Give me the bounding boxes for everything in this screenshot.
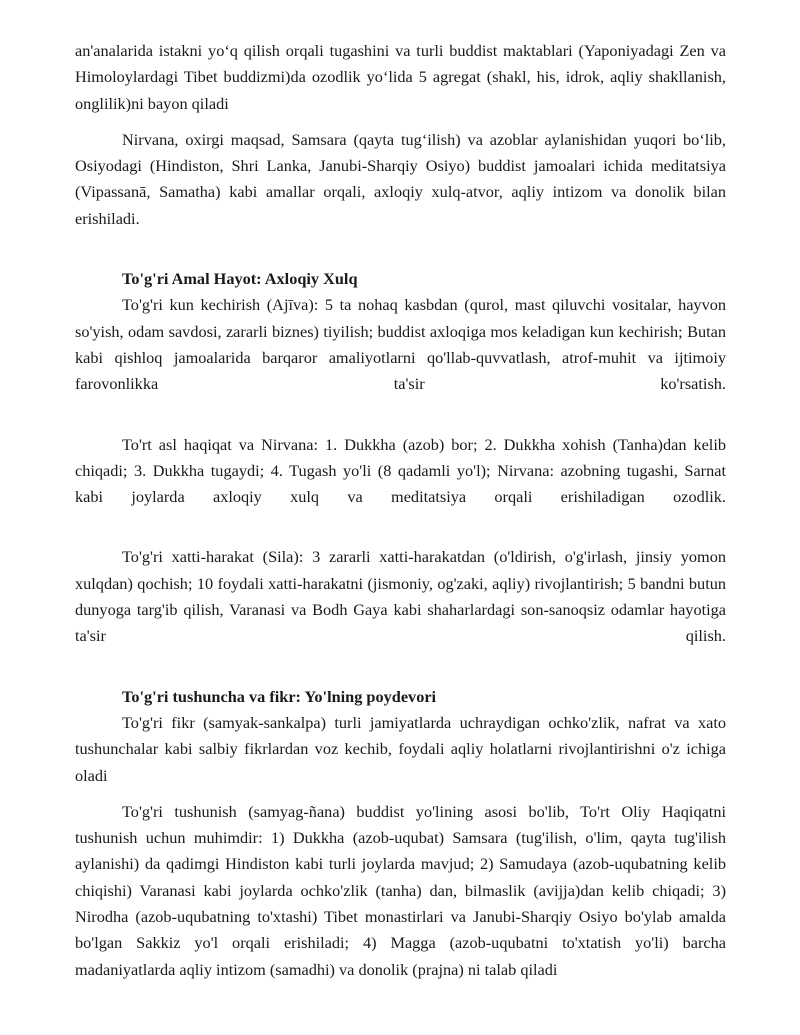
spacer xyxy=(75,789,726,799)
paragraph-nirvana: Nirvana, oxirgi maqsad, Samsara (qayta tug‘ilish) va azoblar aylanishidan yuqori bo‘lib, Osiyodagi (Hindiston, Shri Lanka, Janubi-Sharqiy Osiyo) buddist jamoalari ichida meditatsiya (Vipassanā, Samatha) kabi amallar orqali, axloqiy xulq-atvor, aqliy intizom va donolik bilan erishiladi. xyxy=(75,129,726,228)
paragraph-four-truths: To'rt asl haqiqat va Nirvana: 1. Dukkha (azob) bor; 2. Dukkha xohish (Tanha)dan kelib chiqadi; 3. Dukkha tugaydi; 4. Tugash yo'li (8 qadamli yo'l); Nirvana: azobning tugashi, Sarnat kabi joylarda axloqiy xulq va meditatsiya orqali erishiladigan ozodlik. xyxy=(75,434,726,507)
section-heading-right-action: To'g'ri Amal Hayot: Axloqiy Xulq xyxy=(122,269,358,289)
paragraph-right-livelihood: To'g'ri kun kechirish (Ajīva): 5 ta nohaq kasbdan (qurol, mast qiluvchi vositalar, hayvon so'yish, odam savdosi, zararli biznes) tiyilish; buddist axloqiga mos keladigan kun kechirish; Butan kabi qishloq jamoalarida barqaror amaliyotlarni qo'llab-quvvatlash, atrof-muhit va ijtimoiy farovonlikka ta'sir ko'rsatish. xyxy=(75,295,726,394)
spacer xyxy=(75,232,726,266)
paragraph-intro-continuation: an'analarida istakni yo‘q qilish orqali tugashini va turli buddist maktablari (Yaponiyadagi Zen va Himoloylardagi Tibet buddizmi)da ozodlik yo‘lida 5 agregat (shakl, his, idrok, aqliy shakllanish, onglilik)ni bayon qiladi xyxy=(75,41,726,113)
paragraph-right-conduct: To'g'ri xatti-harakat (Sila): 3 zararli xatti-harakatdan (o'ldirish, o'g'irlash, jinsiy yomon xulqdan) qochish; 10 foydali xatti-harakatni (jismoniy, og'zaki, aqliy) rivojlantirish; 5 bandni butun dunyoga targ'ib qilish, Varanasi va Bodh Gaya kabi shaharlardagi son-sanoqsiz odamlar hayotiga ta'sir qilish. xyxy=(75,547,726,646)
spacer xyxy=(75,650,726,684)
spacer xyxy=(75,510,726,544)
section-heading-right-understanding: To'g'ri tushuncha va fikr: Yo'lning poydevori xyxy=(122,686,437,706)
document-page xyxy=(75,38,726,983)
spacer xyxy=(75,398,726,432)
paragraph-right-understanding: To'g'ri tushunish (samyag-ñana) buddist yo'lining asosi bo'lib, To'rt Oliy Haqiqatni tushunish uchun muhimdir: 1) Dukkha (azob-uqubat) Samsara (tug'ilish, o'lim, qayta tug'ilish aylanishi) da qadimgi Hindiston kabi turli joylarda mavjud; 2) Samudaya (azob-uqubatning kelib chiqishi) Varanasi kabi joylarda ochko'zlik (tanha) dan, bilmaslik (avijja)dan kelib chiqadi; 3) Nirodha (azob-uqubatning to'xtashi) Tibet monastirlari va Janubi-Sharqiy Osiyo bo'ylab amalda bo'lgan Sakkiz yo'l orqali erishiladi; 4) Magga (azob-uqubatni to'xtatish yo'li) barcha madaniyatlarda aqliy intizom (samadhi) va donolik (prajna) ni talab qiladi xyxy=(75,801,726,979)
spacer xyxy=(75,117,726,127)
paragraph-right-thought: To'g'ri fikr (samyak-sankalpa) turli jamiyatlarda uchraydigan ochko'zlik, nafrat va xato tushunchalar kabi salbiy fikrlardan voz kechib, foydali aqliy holatlarni rivojlantirishni o'z ichiga oladi xyxy=(75,712,726,785)
